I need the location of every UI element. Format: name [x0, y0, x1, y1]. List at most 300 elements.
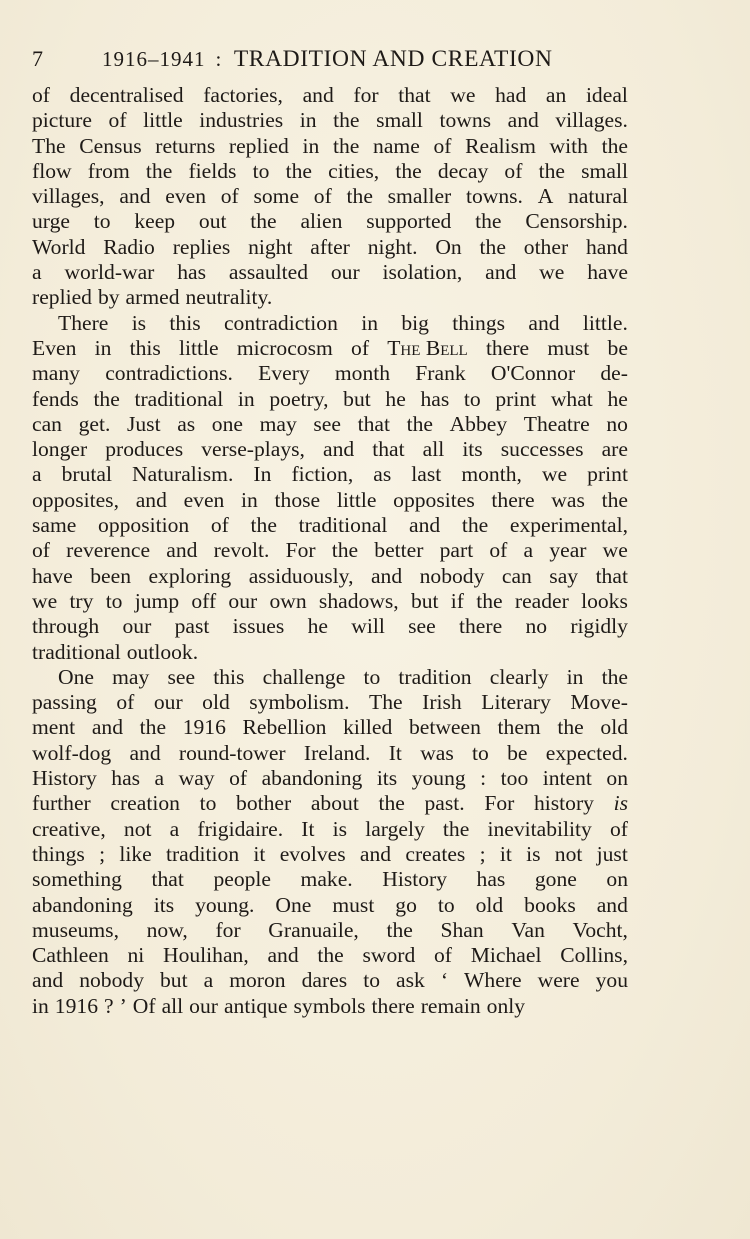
word: ask [396, 968, 425, 993]
word: of [489, 538, 508, 563]
word: may [259, 411, 297, 436]
word: small [581, 158, 628, 183]
word: must [547, 335, 590, 360]
word: opposites, [32, 487, 119, 512]
word: outlook. [126, 639, 199, 664]
word: fields [188, 158, 237, 183]
word: a [32, 260, 42, 285]
word: challenge [262, 664, 346, 689]
word: be [607, 335, 628, 360]
text-line [32, 311, 628, 336]
word: traditional [298, 513, 388, 538]
word: assiduously, [248, 563, 354, 588]
word: and [485, 260, 517, 285]
word: the [406, 411, 433, 436]
text-line [32, 994, 628, 1019]
word: Abbey [449, 411, 508, 436]
word: way [178, 766, 215, 791]
word: a [32, 462, 42, 487]
word: that [398, 83, 431, 107]
word: keep [134, 209, 176, 234]
word: things [452, 310, 506, 335]
word: and [129, 740, 161, 765]
word: replied [228, 133, 289, 158]
word: we [602, 538, 628, 563]
word: things [32, 841, 85, 866]
word: of [32, 83, 50, 107]
word: armed [125, 285, 180, 310]
word: been [90, 563, 131, 588]
word: ideal [585, 83, 628, 107]
body-text [32, 83, 628, 1019]
word: and [267, 943, 299, 968]
text-line [32, 842, 628, 867]
word: ‘ [440, 968, 449, 993]
paragraph [32, 83, 628, 311]
word: For [484, 791, 515, 816]
word: old [202, 690, 230, 715]
word: History [382, 867, 448, 892]
word: towns. [465, 184, 523, 209]
word: them [497, 715, 541, 740]
word: moron [229, 968, 286, 993]
text-line [32, 260, 628, 285]
word: our [330, 260, 360, 285]
word: the [601, 664, 628, 689]
word: the [332, 133, 360, 158]
text-line [32, 918, 628, 943]
word: rigidly [570, 614, 628, 639]
word: now, [146, 917, 188, 942]
word: ’ [119, 993, 127, 1018]
word: an [545, 83, 567, 107]
word: 1916 [182, 715, 226, 740]
text-line [32, 741, 628, 766]
word: Every [258, 361, 310, 386]
word: this [129, 335, 161, 360]
word: It [301, 816, 315, 841]
word: and [135, 487, 167, 512]
word: Theatre [523, 411, 590, 436]
word: abandoning [261, 766, 363, 791]
paragraph [32, 311, 628, 665]
word: old [475, 892, 504, 917]
word: the [557, 715, 584, 740]
word: can [501, 563, 532, 588]
word: Irish [422, 690, 462, 715]
word: in [94, 335, 112, 360]
word: shadows, [318, 588, 399, 613]
word: in [237, 386, 255, 411]
word: to [105, 588, 123, 613]
word: this [169, 310, 201, 335]
word: villages, [32, 184, 105, 209]
word: of [504, 158, 523, 183]
text-line [32, 943, 628, 968]
word: as [373, 462, 392, 487]
text-line [32, 488, 628, 513]
text-line [32, 462, 628, 487]
word: no [525, 614, 548, 639]
word: clearly [489, 664, 549, 689]
word: The [32, 133, 66, 158]
word: issues [232, 614, 285, 639]
text-line [32, 893, 628, 918]
word: but [343, 386, 371, 411]
word: past. [424, 791, 465, 816]
word: jump [134, 588, 180, 613]
word: the [346, 184, 373, 209]
word: Granuaile, [268, 917, 359, 942]
word: One [275, 892, 312, 917]
word: Where [464, 968, 522, 993]
word: there [371, 993, 415, 1018]
word: creative, [32, 816, 106, 841]
word: to [437, 892, 455, 917]
word: have [32, 563, 73, 588]
word: Censorship. [525, 209, 628, 234]
word: abandoning [32, 892, 133, 917]
word: of [434, 943, 452, 968]
word: see [167, 664, 196, 689]
word: picture [32, 108, 92, 133]
word: Ireland. [303, 740, 371, 765]
word: part [439, 538, 474, 563]
word: our [153, 690, 183, 715]
word: as [177, 411, 196, 436]
word: de- [600, 361, 628, 386]
word: villages. [555, 108, 628, 133]
word: of [108, 108, 127, 133]
text-line [32, 513, 628, 538]
word: has [420, 386, 450, 411]
word: reverence [66, 538, 151, 563]
word: tradition [398, 664, 472, 689]
word: on [606, 766, 628, 791]
word: its [376, 766, 398, 791]
word: Just [126, 411, 161, 436]
word: O'Connor [490, 361, 576, 386]
word: this [213, 664, 245, 689]
word: exploring [148, 563, 232, 588]
word: our [189, 993, 218, 1018]
word: decay [437, 158, 489, 183]
text-line [32, 437, 628, 462]
word: by [97, 285, 120, 310]
word: out [198, 209, 227, 234]
word: but [160, 968, 188, 993]
word: if [450, 588, 464, 613]
word: Frank [415, 361, 466, 386]
word: had [495, 83, 527, 107]
word: in [566, 664, 584, 689]
word: brutal [61, 462, 112, 487]
word: of [609, 816, 628, 841]
word: its [462, 437, 483, 462]
word: It [388, 740, 402, 765]
word: intent [542, 766, 592, 791]
word: in [361, 310, 379, 335]
text-line [32, 690, 628, 715]
word: old [600, 715, 628, 740]
word: has [111, 766, 141, 791]
word: off [191, 588, 217, 613]
word: on [606, 867, 628, 892]
word: that [357, 411, 390, 436]
word: and [507, 108, 539, 133]
book-page [32, 46, 628, 1019]
word: print [495, 386, 537, 411]
word: between [408, 715, 481, 740]
word: it [253, 841, 266, 866]
word: hand [585, 234, 628, 259]
word: own [269, 588, 307, 613]
word: the [333, 108, 360, 133]
word: the [395, 158, 422, 183]
word: world-war [64, 260, 155, 285]
word: through [32, 614, 100, 639]
word: in [241, 487, 258, 512]
word: for [215, 917, 241, 942]
word: of [229, 766, 248, 791]
word: Census [79, 133, 142, 158]
word: past [174, 614, 210, 639]
word: traditional [32, 639, 121, 664]
word: and [32, 968, 64, 993]
word: that [595, 563, 628, 588]
text-line [32, 159, 628, 184]
word: cities, [328, 158, 380, 183]
word: has [177, 260, 207, 285]
word: nobody [419, 563, 485, 588]
word: creation [110, 791, 180, 816]
text-line [32, 83, 628, 108]
word: expected. [545, 740, 628, 765]
word: tradition [165, 841, 240, 866]
word: are [601, 437, 628, 462]
running-head-separator: : [215, 47, 222, 71]
word: looks [581, 588, 628, 613]
word: but [410, 588, 439, 613]
page-number: 7 [32, 46, 44, 71]
word: replies [172, 234, 231, 259]
word: opposites [393, 487, 475, 512]
word: will [351, 614, 385, 639]
word: from [87, 158, 130, 183]
word: night [248, 234, 293, 259]
word: and [166, 538, 198, 563]
word: poetry, [269, 386, 329, 411]
word: creates [405, 841, 466, 866]
word: and [528, 310, 560, 335]
word: and [302, 83, 334, 107]
text-line [32, 209, 628, 234]
word: Rebellion [242, 715, 327, 740]
word: One [58, 664, 94, 689]
word: Even [32, 335, 77, 360]
word: Literary [481, 690, 551, 715]
word: is [613, 791, 628, 816]
word: gone [534, 867, 577, 892]
word: Collins, [560, 943, 628, 968]
word: was [551, 487, 585, 512]
word: no [606, 411, 628, 436]
word: there [491, 487, 535, 512]
word: further [32, 791, 91, 816]
word: a [203, 968, 214, 993]
text-line [32, 285, 628, 310]
word: and [119, 184, 151, 209]
word: and [370, 563, 403, 588]
word: is [131, 310, 147, 335]
word: many [32, 361, 80, 386]
word: For [285, 538, 316, 563]
word: young. [195, 892, 255, 917]
word: inevitability [487, 816, 592, 841]
running-head-years: 1916–1941 [102, 47, 206, 71]
word: can [32, 411, 62, 436]
word: was [420, 740, 454, 765]
word: too [500, 766, 529, 791]
word: there [485, 335, 530, 360]
word: big [401, 310, 429, 335]
word: little [143, 108, 183, 133]
word: Realism [465, 133, 536, 158]
word: : [480, 766, 487, 791]
word: Naturalism. [132, 462, 234, 487]
word: were [537, 968, 580, 993]
text-line [32, 968, 628, 993]
text-line [32, 715, 628, 740]
word: little [179, 335, 219, 360]
word: replied [32, 285, 92, 310]
word: returns [155, 133, 216, 158]
word: just [596, 841, 628, 866]
text-line [32, 665, 628, 690]
word: Shan [440, 917, 484, 942]
word: he [307, 614, 328, 639]
word: only [486, 993, 526, 1018]
word: 1916 [54, 993, 98, 1018]
word: the [139, 715, 167, 740]
word: supported [366, 209, 452, 234]
word: a [154, 766, 165, 791]
word: dares [301, 968, 348, 993]
word: and [408, 513, 441, 538]
text-line [32, 766, 628, 791]
word: wolf-dog [32, 740, 112, 765]
word: the [461, 513, 489, 538]
word: of [313, 184, 332, 209]
word: same [32, 513, 77, 538]
word: what [550, 386, 593, 411]
word: have [587, 260, 628, 285]
word: he [607, 386, 628, 411]
word: Houlihan, [162, 943, 249, 968]
word: round-tower [178, 740, 286, 765]
word: revolt. [213, 538, 270, 563]
word: a [523, 538, 534, 563]
text-line [32, 134, 628, 159]
word: night. [367, 234, 418, 259]
word: ni [127, 943, 145, 968]
word: it [499, 841, 512, 866]
word: you [595, 968, 628, 993]
word: year [549, 538, 587, 563]
text-line [32, 564, 628, 589]
word: the [285, 158, 312, 183]
text-line [32, 791, 628, 816]
word: like [119, 841, 152, 866]
word: its [153, 892, 175, 917]
word: even [183, 487, 225, 512]
word: the [386, 917, 413, 942]
word: the [538, 158, 565, 183]
text-line [32, 538, 628, 563]
word: bother [236, 791, 292, 816]
word: small [376, 108, 423, 133]
word: the [442, 816, 470, 841]
text-line [32, 412, 628, 437]
word: successes [500, 437, 584, 462]
word: for [353, 83, 379, 107]
word: In [253, 462, 272, 487]
word: urge [32, 209, 70, 234]
word: has [476, 867, 506, 892]
word: all [422, 437, 445, 462]
word: neutrality. [185, 285, 273, 310]
word: opposition [98, 513, 190, 538]
word: Van [511, 917, 545, 942]
word: to [363, 664, 381, 689]
word: ; [99, 841, 106, 866]
word: to [93, 209, 111, 234]
text-line [32, 361, 628, 386]
word: our [122, 614, 152, 639]
word: isolation, [382, 260, 463, 285]
word: we [539, 260, 565, 285]
word: ? [103, 993, 114, 1018]
word: there [459, 614, 503, 639]
word: the [250, 209, 277, 234]
word: the [378, 791, 405, 816]
word: Radio [103, 234, 155, 259]
word: other [523, 234, 569, 259]
word: is [526, 841, 541, 866]
word: sword [362, 943, 416, 968]
word: the [601, 487, 628, 512]
text-line [32, 387, 628, 412]
word: ment [32, 715, 76, 740]
word: is [332, 816, 348, 841]
word: of [351, 335, 370, 360]
running-head-title: TRADITION AND CREATION [233, 46, 553, 72]
word: the [331, 538, 359, 563]
text-line [32, 817, 628, 842]
word: to [363, 968, 380, 993]
word: last [411, 462, 442, 487]
word: of [116, 690, 135, 715]
word: produces [105, 437, 184, 462]
word: flow [32, 158, 72, 183]
word: to [199, 791, 217, 816]
word: verse-plays, [201, 437, 305, 462]
word: the [475, 209, 502, 234]
word: contradiction [223, 310, 338, 335]
word: name [373, 133, 420, 158]
word: may [112, 664, 150, 689]
word: Vocht, [572, 917, 628, 942]
